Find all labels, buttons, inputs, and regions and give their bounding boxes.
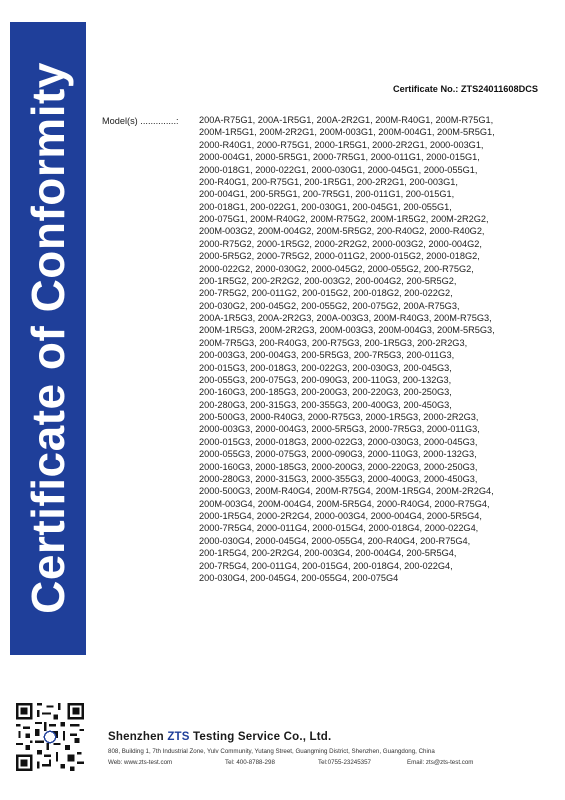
model-line: 2000-022G2, 2000-030G2, 2000-045G2, 2000-055G2, 200-R75G2, [199, 263, 474, 274]
model-line: 200A-R75G1, 200A-1R5G1, 200A-2R2G1, 200M-R40G1, 200M-R75G1, [199, 115, 494, 125]
model-line: 2000-500G3, 200M-R40G4, 200M-R75G4, 200M-1R5G4, 200M-2R2G4, [199, 486, 494, 497]
model-line: 2000-R40G1, 2000-R75G1, 2000-1R5G1, 2000-2R2G1, 2000-003G1, [199, 139, 484, 150]
model-line: 200M-003G4, 200M-004G4, 200M-5R5G4, 2000-R40G4, 2000-R75G4, [199, 498, 490, 509]
model-line: 2000-055G3, 2000-075G3, 2000-090G3, 2000-110G3, 2000-132G3, [199, 449, 477, 460]
model-line: 2000-004G1, 2000-5R5G1, 2000-7R5G1, 2000-011G1, 2000-015G1, [199, 152, 480, 163]
company-address: 808, Building 1, 7th Industrial Zone, Yulv Community, Yutang Street, Guangming District, Shenzhen, Guangdong, China [108, 748, 435, 755]
model-line: 2000-030G4, 2000-045G4, 2000-055G4, 200-R40G4, 200-R75G4, [199, 535, 471, 546]
model-line: 200-280G3, 200-315G3, 200-355G3, 200-400G3, 200-450G3, [199, 399, 452, 410]
model-line: 200-004G1, 200-5R5G1, 200-7R5G1, 200-011G1, 200-015G1, [199, 189, 455, 200]
model-line: 200-015G3, 200-018G3, 200-022G3, 200-030G3, 200-045G3, [199, 362, 452, 373]
certificate-number: Certificate No.: ZTS24011608DCS [392, 84, 538, 94]
model-line: 200-030G2, 200-045G2, 200-055G2, 200-075G2, 200A-R75G3, [199, 300, 460, 311]
model-line: 200-7R5G4, 200-011G4, 200-015G4, 200-018G4, 200-022G4, [199, 560, 453, 571]
model-line: 200-018G1, 200-022G1, 200-030G1, 200-045G1, 200-055G1, [199, 201, 452, 212]
qr-code-icon [16, 703, 84, 771]
website-link[interactable]: Web: www.zts-test.com [108, 759, 173, 766]
model-line: 2000-7R5G4, 2000-011G4, 2000-015G4, 2000-018G4, 2000-022G4, [199, 523, 479, 534]
model-line: 2000-R75G2, 2000-1R5G2, 2000-2R2G2, 2000-003G2, 2000-004G2, [199, 238, 482, 249]
model-line: 2000-003G3, 2000-004G3, 2000-5R5G3, 2000-7R5G3, 2000-011G3, [199, 424, 480, 435]
telephone-1: Tel: 400-8788-298 [225, 759, 275, 766]
model-line: 200-7R5G2, 200-011G2, 200-015G2, 200-018G2, 200-022G2, [199, 288, 453, 299]
models-list [199, 114, 539, 584]
model-line: 200-1R5G2, 200-2R2G2, 200-003G2, 200-004G2, 200-5R5G2, [199, 275, 457, 286]
model-line: 2000-015G3, 2000-018G3, 2000-022G3, 2000-030G3, 2000-045G3, [199, 436, 478, 447]
model-line: 200-030G4, 200-045G4, 200-055G4, 200-075G4 [199, 572, 399, 583]
model-line: 2000-280G3, 2000-315G3, 2000-355G3, 2000-400G3, 2000-450G3, [199, 473, 478, 484]
model-line: 200-500G3, 2000-R40G3, 2000-R75G3, 2000-1R5G3, 2000-2R2G3, [199, 412, 479, 422]
models-label: Model(s) ..............: [102, 116, 179, 126]
model-line: 200A-1R5G3, 200A-2R2G3, 200A-003G3, 200M-R40G3, 200M-R75G3, [199, 313, 492, 323]
model-line: 200-075G1, 200M-R40G2, 200M-R75G2, 200M-1R5G2, 200M-2R2G2, [199, 214, 489, 224]
company-name: Shenzhen ZTS Testing Service Co., Ltd. [108, 731, 332, 743]
model-line: 200-160G3, 200-185G3, 200-200G3, 200-220G3, 200-250G3, [199, 387, 452, 398]
side-title: Certificate of Conformity [22, 62, 74, 614]
email-link[interactable]: Email: zts@zts-test.com [407, 759, 474, 766]
model-line: 200-003G3, 200-004G3, 200-5R5G3, 200-7R5G3, 200-011G3, [199, 350, 455, 361]
model-line: 2000-5R5G2, 2000-7R5G2, 2000-011G2, 2000-015G2, 2000-018G2, [199, 251, 480, 262]
telephone-2: Tel:0755-23245357 [318, 759, 371, 766]
model-line: 200M-003G2, 200M-004G2, 200M-5R5G2, 200-R40G2, 2000-R40G2, [199, 226, 485, 237]
model-line: 200M-1R5G3, 200M-2R2G3, 200M-003G3, 200M-004G3, 200M-5R5G3, [199, 325, 495, 336]
model-line: 200M-7R5G3, 200-R40G3, 200-R75G3, 200-1R5G3, 200-2R2G3, [199, 337, 468, 348]
model-line: 200M-1R5G1, 200M-2R2G1, 200M-003G1, 200M-004G1, 200M-5R5G1, [199, 127, 495, 138]
model-line: 2000-160G3, 2000-185G3, 2000-200G3, 2000-220G3, 2000-250G3, [199, 461, 478, 472]
model-line: 200-1R5G4, 200-2R2G4, 200-003G4, 200-004G4, 200-5R5G4, [199, 548, 457, 559]
model-line: 200-R40G1, 200-R75G1, 200-1R5G1, 200-2R2G1, 200-003G1, [199, 176, 458, 187]
model-line: 200-055G3, 200-075G3, 200-090G3, 200-110G3, 200-132G3, [199, 374, 452, 385]
model-line: 2000-018G1, 2000-022G1, 2000-030G1, 2000-045G1, 2000-055G1, [199, 164, 478, 175]
model-line: 2000-1R5G4, 2000-2R2G4, 2000-003G4, 2000-004G4, 2000-5R5G4, [199, 511, 482, 521]
